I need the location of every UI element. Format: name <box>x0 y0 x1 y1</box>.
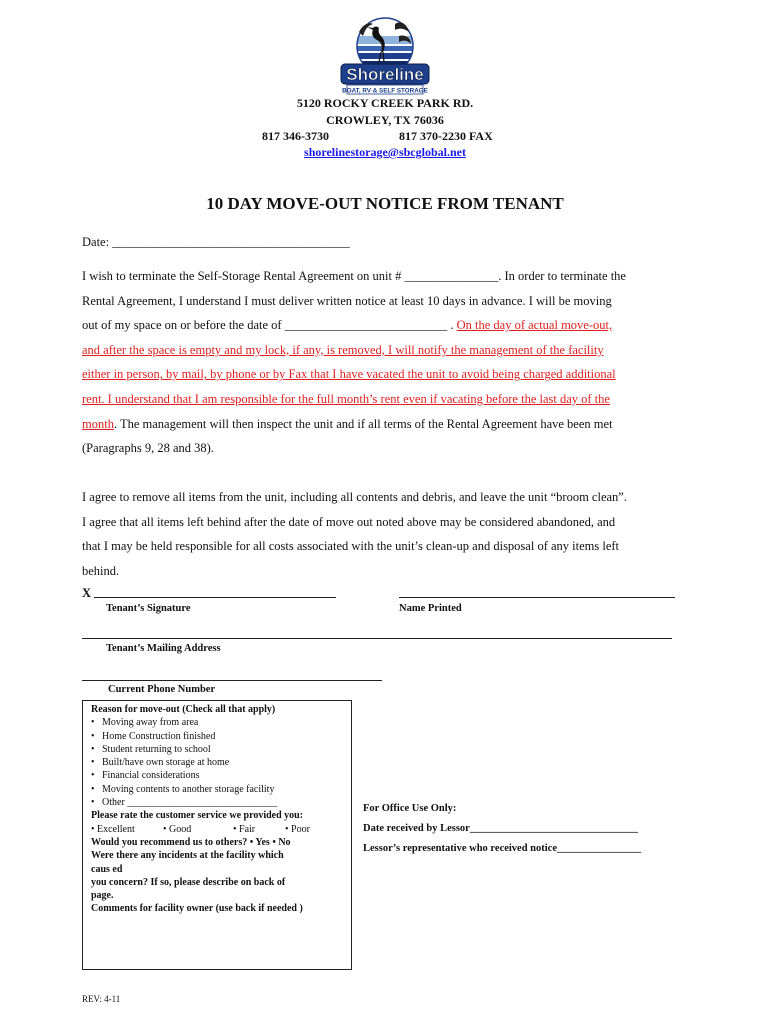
rating-good[interactable]: • Good <box>163 823 192 835</box>
incidents-line-4: page. <box>91 890 114 902</box>
reason-heading: Reason for move-out (Check all that apply) <box>91 704 276 715</box>
para1-line3 <box>82 313 692 338</box>
para1-line8: (Paragraphs 9, 28 and 38). <box>82 441 214 456</box>
para2-line2: I agree that all items left behind after the date of move out noted above may be considered abandoned, and <box>82 514 616 529</box>
address-line-1: 5120 ROCKY CREEK PARK RD. <box>296 96 474 110</box>
reason-item[interactable]: • Other ______________________________ <box>91 796 345 809</box>
para1-line3-red: On the day of actual move-out, <box>456 318 613 333</box>
reason-box <box>82 700 352 970</box>
fax-number: 817 370-2230 FAX <box>399 129 493 143</box>
recommend-question: Would you recommend us to others? <box>91 836 248 848</box>
heron-logo-icon <box>337 14 433 96</box>
incidents-line-2: caus ed <box>91 863 123 875</box>
name-printed-label: Name Printed <box>399 603 462 614</box>
terminate-paragraph <box>82 264 692 461</box>
reason-list <box>91 716 345 809</box>
para1-line1: I wish to terminate the Self-Storage Rental Agreement on unit # _______________. In order to terminate the <box>82 269 626 283</box>
para1-line2: Rental Agreement, I understand I must deliver written notice at least 10 days in advance. I will be moving <box>82 293 612 308</box>
recommend-question-row <box>91 836 345 849</box>
para1-line7-plain: . The management will then inspect the unit and if all terms of the Rental Agreement have been met <box>113 416 613 431</box>
rate-question: Please rate the customer service we provided you: <box>91 810 304 822</box>
date-field[interactable]: Date: ______________________________________ <box>82 235 350 249</box>
para1-line7-red: month <box>82 416 114 431</box>
address-line-2: CROWLEY, TX 76036 <box>326 113 444 127</box>
shoreline-logo <box>337 14 433 96</box>
reason-item[interactable]: • Student returning to school <box>91 743 345 756</box>
reason-item[interactable]: • Moving contents to another storage facility <box>91 783 345 796</box>
tenant-signature-label: Tenant’s Signature <box>106 603 191 614</box>
revision-label: REV: 4-11 <box>82 994 121 1004</box>
para2-line3: that I may be held responsible for all costs associated with the unit’s clean-up and disposal of any items left <box>82 539 620 554</box>
rating-poor[interactable]: • Poor <box>285 823 310 835</box>
date-received-field[interactable]: Date received by Lessor________________________________ <box>363 823 638 834</box>
para1-line7 <box>82 412 692 437</box>
incidents-line-3: you concern? If so, please describe on back of <box>91 876 286 888</box>
mailing-address-line[interactable] <box>82 638 672 639</box>
para1-line5: either in person, by mail, by phone or by Fax that I have vacated the unit to avoid being charged additional <box>82 367 616 382</box>
reason-item[interactable]: • Home Construction finished <box>91 730 345 743</box>
email-link[interactable]: shorelinestorage@sbcglobal.net <box>304 145 466 159</box>
signature-x-mark: X <box>82 586 92 600</box>
office-use-heading: For Office Use Only: <box>363 803 457 814</box>
para1-line6: rent. I understand that I am responsible for the full month’s rent even if vacating before the last day of the <box>82 391 610 406</box>
email-row <box>0 145 770 160</box>
para2-line1: I agree to remove all items from the unit, including all contents and debris, and leave the unit “broom clean”. <box>82 490 627 504</box>
recommend-no[interactable]: • No <box>272 836 291 848</box>
representative-field[interactable]: Lessor’s representative who received notice________________ <box>363 843 642 854</box>
name-printed-line[interactable] <box>399 597 675 598</box>
mailing-address-label: Tenant’s Mailing Address <box>106 643 221 654</box>
reason-item[interactable]: • Financial considerations <box>91 769 345 782</box>
reason-item[interactable]: • Moving away from area <box>91 716 345 729</box>
phone-number-line[interactable] <box>82 680 382 681</box>
logo-tagline: BOAT, RV & SELF STORAGE <box>342 87 428 95</box>
tenant-signature-line[interactable] <box>94 597 336 598</box>
rating-excellent[interactable]: • Excellent <box>91 823 135 835</box>
para1-line4: and after the space is empty and my lock, if any, is removed, I will notify the management of the facility <box>82 342 604 357</box>
comments-label: Comments for facility owner (use back if needed ) <box>91 903 303 915</box>
para2-line4: behind. <box>82 563 120 578</box>
rating-options <box>91 823 345 836</box>
incidents-line-1: Were there any incidents at the facility which <box>91 850 284 862</box>
rating-fair[interactable]: • Fair <box>233 823 256 835</box>
agreement-paragraph <box>82 485 692 583</box>
reason-item[interactable]: • Built/have own storage at home <box>91 756 345 769</box>
para1-line3-plain: out of my space on or before the date of __________________________ . <box>82 318 457 333</box>
phone-number: 817 346-3730 <box>262 129 329 143</box>
logo-name: Shoreline <box>346 65 424 84</box>
page-title: 10 DAY MOVE-OUT NOTICE FROM TENANT <box>206 194 564 213</box>
phone-number-label: Current Phone Number <box>108 684 216 695</box>
recommend-yes[interactable]: • Yes <box>249 836 270 848</box>
